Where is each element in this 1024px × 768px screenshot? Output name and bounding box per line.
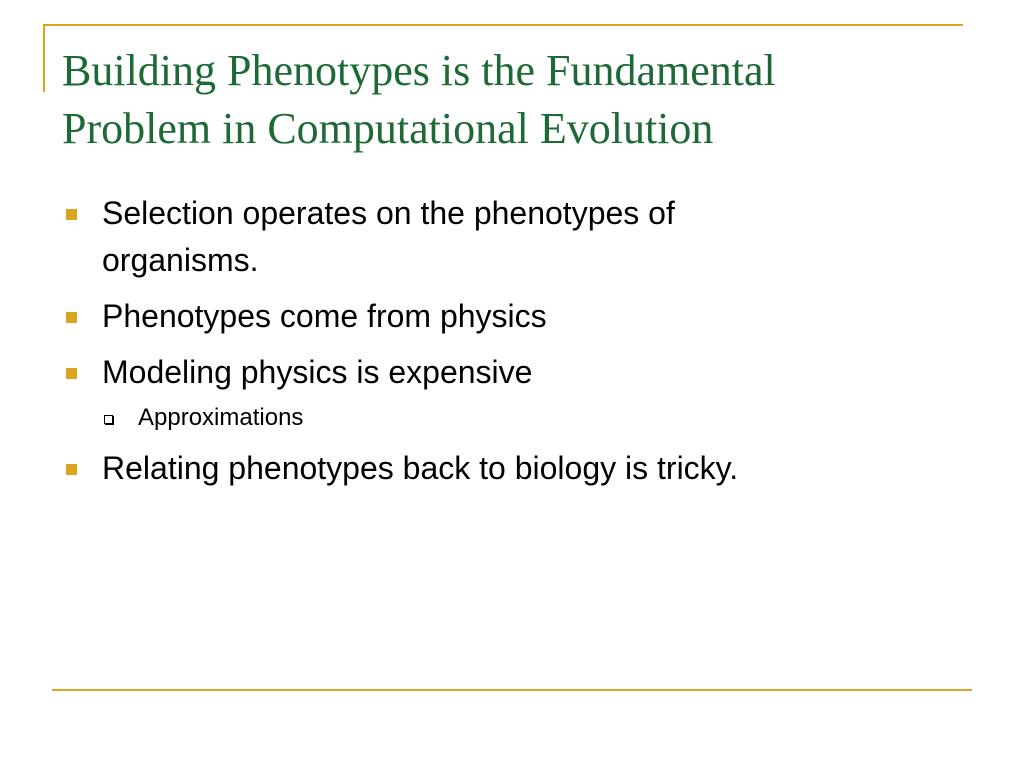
bullet-list	[64, 190, 964, 492]
bullet-item-modeling-physics	[64, 349, 964, 396]
sub-bullet-item-approximations	[64, 400, 964, 436]
bullet-item-selection	[64, 190, 964, 284]
filled-square-bullet-icon	[66, 209, 77, 220]
bullet-text: Relating phenotypes back to biology is tricky.	[102, 450, 739, 486]
slide-title	[62, 42, 962, 158]
sub-bullet-text: Approximations	[138, 404, 304, 431]
bullet-text: Phenotypes come from physics	[102, 298, 547, 334]
bottom-accent-rule	[52, 689, 972, 691]
top-accent-rule	[43, 24, 963, 26]
slide-title-line-2: Problem in Computational Evolution	[62, 104, 714, 153]
bullet-item-phenotypes-physics	[64, 293, 964, 340]
hollow-square-bullet-icon	[104, 415, 113, 424]
bullet-text: Selection operates on the phenotypes of	[102, 195, 675, 231]
slide-title-line-1: Building Phenotypes is the Fundamental	[62, 46, 776, 95]
filled-square-bullet-icon	[66, 464, 77, 475]
bullet-text: Modeling physics is expensive	[102, 354, 533, 390]
left-accent-rule	[43, 24, 45, 92]
filled-square-bullet-icon	[66, 312, 77, 323]
filled-square-bullet-icon	[66, 368, 77, 379]
bullet-text: organisms.	[102, 242, 259, 278]
bullet-item-relating-phenotypes	[64, 445, 964, 492]
